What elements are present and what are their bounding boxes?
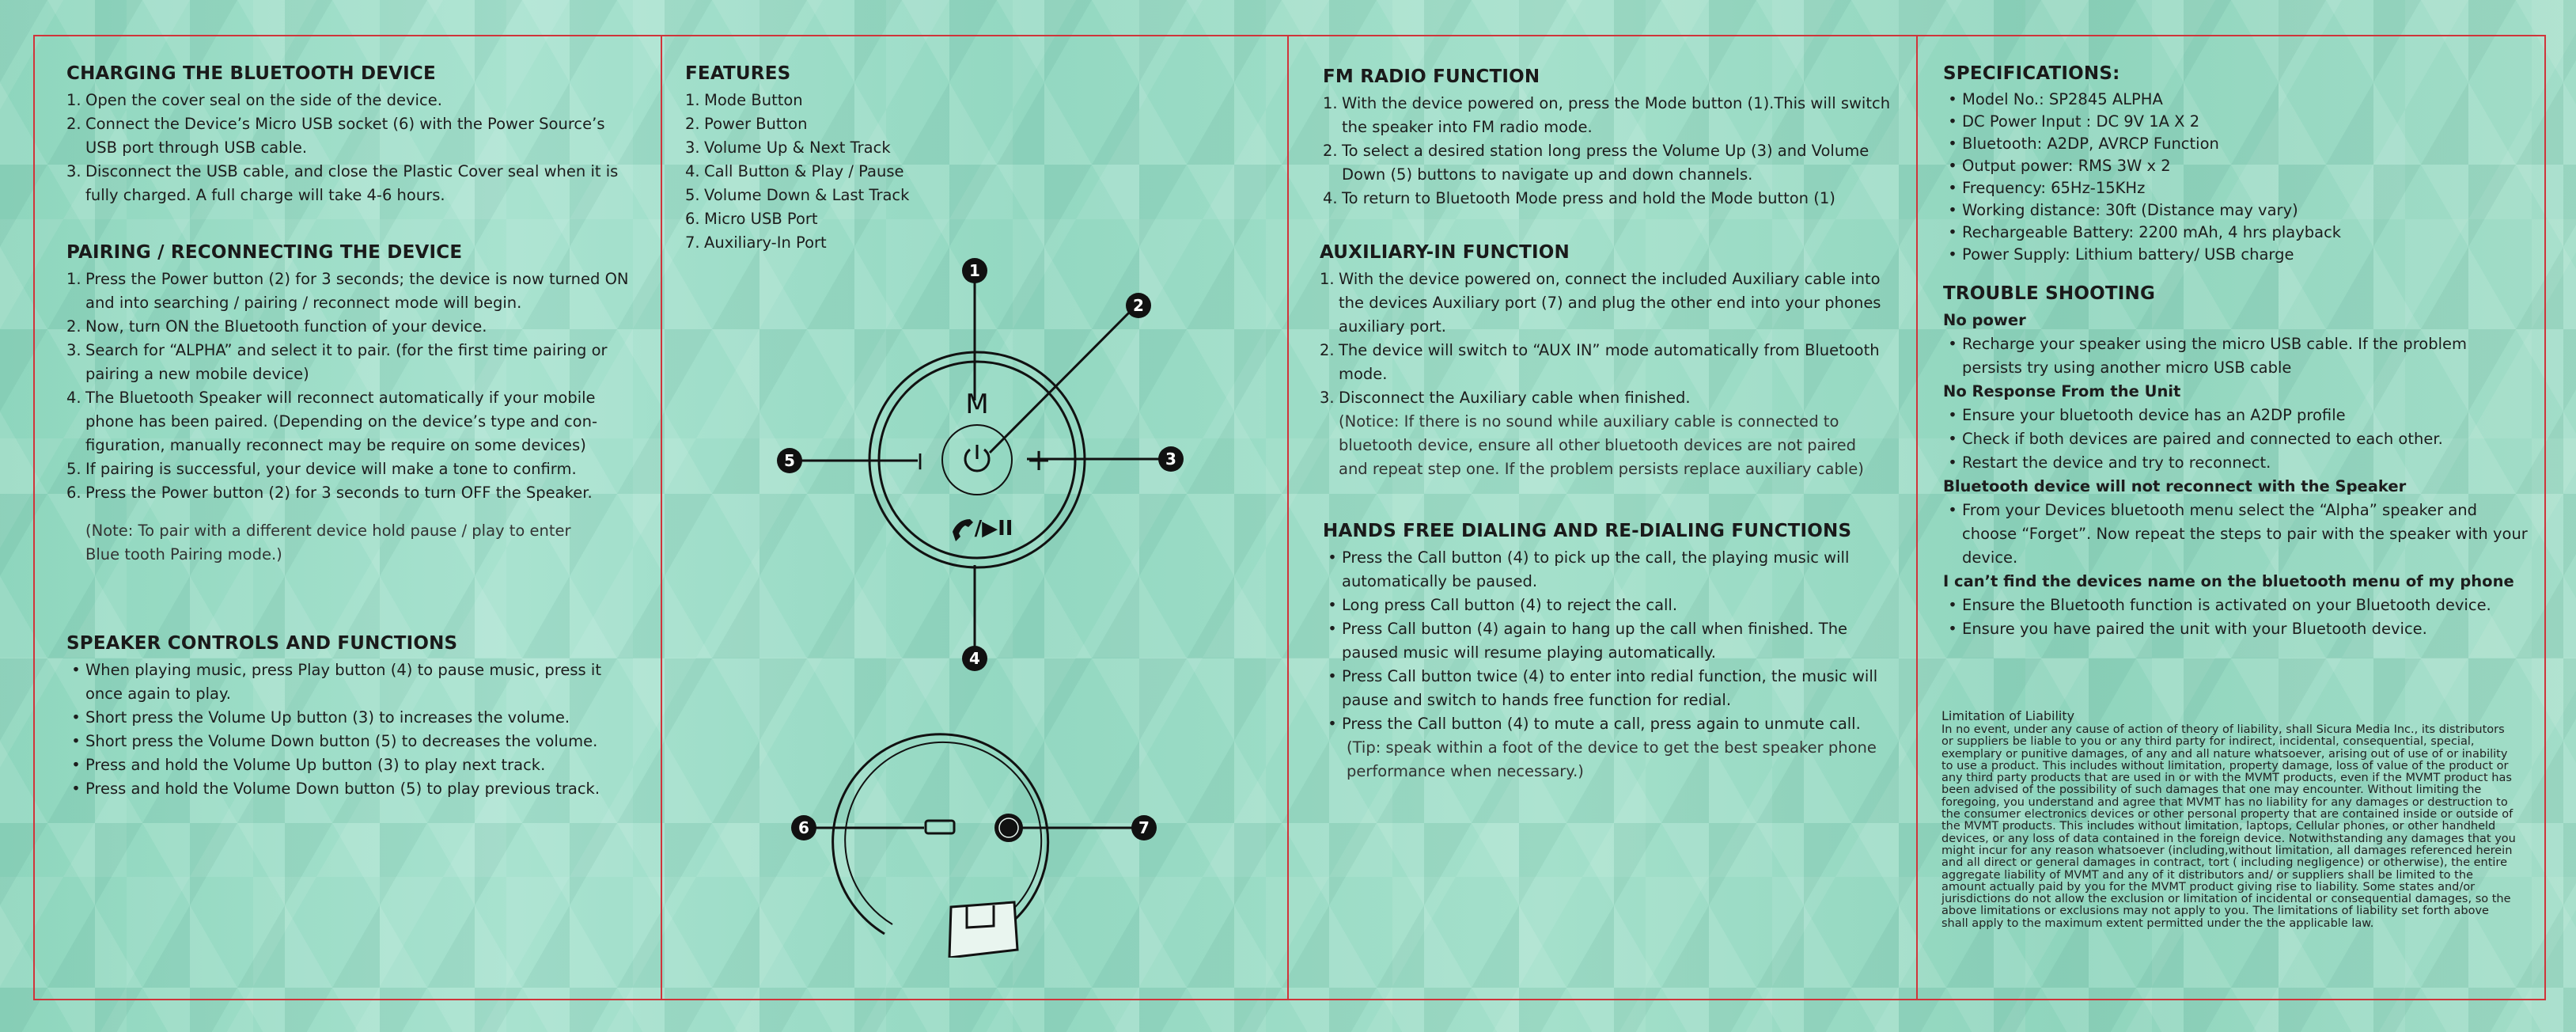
volume-down-label[interactable]: I bbox=[916, 449, 924, 475]
callout-3 bbox=[1158, 446, 1184, 472]
specs-section bbox=[1943, 63, 2529, 266]
handsfree-section bbox=[1323, 521, 1892, 783]
specs-list bbox=[1943, 89, 2529, 266]
list-item: • Press and hold the Volume Up button (3) to play next track. bbox=[71, 756, 546, 774]
list-item: • Ensure you have paired the unit with your Bluetooth device. bbox=[1948, 620, 2427, 638]
list-item: 2. Now, turn ON the Bluetooth function of your device. bbox=[66, 317, 487, 336]
list-item: 2. The device will switch to “AUX IN” mode automatically from Bluetooth mode. bbox=[1320, 341, 1880, 383]
list-item: • Bluetooth: A2DP, AVRCP Function bbox=[1948, 135, 2219, 153]
column-divider-3 bbox=[1916, 35, 1918, 1000]
phone-icon bbox=[953, 519, 973, 541]
list-item: 3. Disconnect the USB cable, and close the Plastic Cover seal when it is fully charged. A full charge will take 4-6 hours. bbox=[66, 162, 619, 204]
list-item: 7. Auxiliary-In Port bbox=[685, 233, 827, 252]
list-item: 1. With the device powered on, connect the included Auxiliary cable into the devices Auxiliary port (7) and plug the other end into your phones auxiliary port. bbox=[1320, 270, 1881, 336]
micro-usb-port-icon bbox=[926, 821, 954, 833]
aux-note: (Notice: If there is no sound while auxiliary cable is connected to bluetooth device, ensure all other bluetooth devices are not paired and repeat step one. If the problem persists replace auxiliary cable) bbox=[1339, 412, 1864, 478]
svg-text:6: 6 bbox=[798, 818, 809, 837]
aux-title: AUXILIARY-IN FUNCTION bbox=[1320, 242, 1570, 263]
pairing-note: (Note: To pair with a different device hold pause / play to enter Blue tooth Pairing mode.) bbox=[85, 522, 571, 563]
list-item: • Long press Call button (4) to reject the call. bbox=[1328, 596, 1678, 614]
list-item: • Short press the Volume Down button (5) to decreases the volume. bbox=[71, 732, 598, 750]
list-item: 4. The Bluetooth Speaker will reconnect automatically if your mobile phone has been paired. (Depending on the device’s type and con-figuration, manually reconnect may be require on some devices) bbox=[66, 389, 597, 454]
list-item: 3. Volume Up & Next Track bbox=[685, 138, 891, 157]
speaker-bottom-diagram bbox=[783, 712, 1179, 958]
fm-section bbox=[1323, 66, 1892, 211]
list-item: 1. With the device powered on, press the Mode button (1).This will switch the speaker into FM radio mode. bbox=[1323, 94, 1891, 136]
list-item: 4. To return to Bluetooth Mode press and hold the Mode button (1) bbox=[1323, 189, 1835, 207]
list-item: 1. Open the cover seal on the side of the device. bbox=[66, 91, 442, 109]
handsfree-title: HANDS FREE DIALING AND RE-DIALING FUNCTIONS bbox=[1323, 521, 1852, 541]
trouble-heading: I can’t find the devices name on the bluetooth menu of my phone bbox=[1943, 572, 2514, 590]
pairing-section bbox=[66, 242, 636, 567]
aux-section bbox=[1320, 242, 1889, 481]
svg-text:4: 4 bbox=[969, 649, 980, 668]
controls-section bbox=[66, 633, 636, 801]
liability-section bbox=[1941, 708, 2517, 930]
list-item: • From your Devices bluetooth menu select the “Alpha” speaker and choose “Forget”. Now repeat the steps to pair with the speaker with your device. bbox=[1948, 501, 2528, 567]
list-item: 5. Volume Down & Last Track bbox=[685, 186, 910, 204]
features-title: FEATURES bbox=[685, 63, 791, 84]
pairing-title: PAIRING / RECONNECTING THE DEVICE bbox=[66, 242, 463, 263]
charging-title: CHARGING THE BLUETOOTH DEVICE bbox=[66, 63, 436, 84]
call-play-button[interactable] bbox=[953, 517, 1013, 541]
list-item: • Output power: RMS 3W x 2 bbox=[1948, 157, 2171, 175]
fm-title: FM RADIO FUNCTION bbox=[1323, 66, 1540, 87]
list-item: • Model No.: SP2845 ALPHA bbox=[1948, 90, 2163, 108]
trouble-title: TROUBLE SHOOTING bbox=[1943, 283, 2156, 304]
list-item: 2. To select a desired station long press the Volume Up (3) and Volume Down (5) buttons to navigate up and down channels. bbox=[1323, 142, 1869, 184]
list-item: • Rechargeable Battery: 2200 mAh, 4 hrs playback bbox=[1948, 223, 2342, 241]
list-item: • Restart the device and try to reconnect. bbox=[1948, 453, 2271, 472]
specs-title: SPECIFICATIONS: bbox=[1943, 63, 2120, 84]
pairing-list bbox=[66, 267, 636, 505]
list-item: • Frequency: 65Hz-15KHz bbox=[1948, 179, 2146, 197]
list-item: 1. Press the Power button (2) for 3 seconds; the device is now turned ON and into searching / pairing / reconnect mode will begin. bbox=[66, 270, 629, 312]
features-section bbox=[685, 63, 1081, 255]
controls-title: SPEAKER CONTROLS AND FUNCTIONS bbox=[66, 633, 458, 654]
svg-text:2: 2 bbox=[1133, 296, 1144, 315]
list-item: 3. Disconnect the Auxiliary cable when finished. bbox=[1320, 389, 1691, 407]
list-item: • Short press the Volume Up button (3) to increases the volume. bbox=[71, 708, 570, 727]
list-item: • Press and hold the Volume Down button (5) to play previous track. bbox=[71, 780, 600, 798]
callout-1 bbox=[962, 258, 987, 283]
list-item: • Working distance: 30ft (Distance may vary) bbox=[1948, 201, 2298, 219]
handsfree-tip: (Tip: speak within a foot of the device to get the best speaker phone performance when necessary.) bbox=[1347, 738, 1877, 780]
list-item: • Power Supply: Lithium battery/ USB charge bbox=[1948, 245, 2294, 264]
svg-text:1: 1 bbox=[969, 261, 980, 280]
fm-list bbox=[1323, 92, 1892, 211]
column-divider-2 bbox=[1287, 35, 1289, 1000]
list-item: • Press the Call button (4) to mute a call, press again to unmute call. bbox=[1328, 715, 1861, 733]
list-item: • Press Call button (4) again to hang up the call when finished. The paused music will resume playing automatically. bbox=[1328, 620, 1848, 662]
list-item: • Ensure your bluetooth device has an A2DP profile bbox=[1948, 406, 2346, 424]
charging-section bbox=[66, 63, 636, 207]
handsfree-list bbox=[1323, 546, 1892, 736]
speaker-top-diagram bbox=[760, 245, 1203, 689]
features-list bbox=[685, 89, 1081, 255]
list-item: 2. Connect the Device’s Micro USB socket (6) with the Power Source’s USB port through USB cable. bbox=[66, 115, 605, 157]
list-item: 3. Search for “ALPHA” and select it to pair. (for the first time pairing or pairing a new mobile device) bbox=[66, 341, 608, 383]
volume-up-label[interactable]: + bbox=[1026, 442, 1051, 477]
controls-list bbox=[66, 658, 636, 801]
trouble-heading: Bluetooth device will not reconnect with the Speaker bbox=[1943, 477, 2407, 495]
svg-text:3: 3 bbox=[1165, 450, 1176, 469]
list-item: • When playing music, press Play button (4) to pause music, press it once again to play. bbox=[71, 661, 601, 703]
trouble-section bbox=[1943, 283, 2529, 641]
column-divider-1 bbox=[661, 35, 662, 1000]
trouble-heading: No power bbox=[1943, 311, 2026, 329]
list-item: 6. Micro USB Port bbox=[685, 210, 818, 228]
callout-5 bbox=[777, 448, 802, 473]
list-item: 2. Power Button bbox=[685, 115, 808, 133]
list-item: 6. Press the Power button (2) for 3 seconds to turn OFF the Speaker. bbox=[66, 484, 593, 502]
callout-line-2 bbox=[990, 305, 1136, 453]
callout-2 bbox=[1126, 293, 1151, 318]
callout-6 bbox=[791, 815, 816, 840]
list-item: • Press the Call button (4) to pick up the call, the playing music will automatically be paused. bbox=[1328, 548, 1850, 590]
list-item: 5. If pairing is successful, your device will make a tone to confirm. bbox=[66, 460, 577, 478]
speaker-clip-icon bbox=[949, 902, 1017, 958]
callout-4 bbox=[962, 646, 987, 671]
charging-list bbox=[66, 89, 636, 207]
list-item: 4. Call Button & Play / Pause bbox=[685, 162, 904, 180]
mode-button-label[interactable]: M bbox=[965, 389, 989, 420]
callout-7 bbox=[1131, 815, 1157, 840]
svg-text:7: 7 bbox=[1138, 818, 1150, 837]
list-item: 1. Mode Button bbox=[685, 91, 803, 109]
liability-text: In no event, under any cause of action of theory of liability, shall Sicura Media Inc., its distributors or suppliers be liable to you or any third party for indirect, incidental, consequential, special, exemplary or punitive damages, of any and all nature whatsoever, arising out of use of or inability to use a product. This includes without limitation, property damage, loss of value of the product or any third party products that are used in or with the MVMT products, even if the MVMT product has been advised of the possibility of such damages that one may encounter. Without limiting the foregoing, you understand and agree that MVMT has no liability for any damages or destruction to the consumer electronics devices or other personal property that are contained inside or outside of the MVMT products. This includes without limitation, laptops, Cellular phones, or other handheld devices, or any loss of data contained in the foreign device. Notwithstanding any damages that you might incur for any reason whatsoever (including,without limitation, all damages referenced herein and all direct or general damages in contract, tort ( including negligence) or otherwise), the entire aggregate liability of MVMT and any of it distributors and/ or suppliers shall be limited to the amount actually paid by you for the MVMT product giving rise to liability. Some states and/or jurisdictions do not allow the exclusion or limitation of incidental or consequential damages, so the above limitations or exclusions may not apply to you. The limitations of liability set forth above shall apply to the maximum extent permitted under the the applicable law. bbox=[1941, 723, 2516, 930]
list-item: • Press Call button twice (4) to enter into redial function, the music will pause and switch to hands free function for redial. bbox=[1328, 667, 1878, 709]
list-item: • Ensure the Bluetooth function is activated on your Bluetooth device. bbox=[1948, 596, 2491, 614]
list-item: • Recharge your speaker using the micro USB cable. If the problem persists try using another micro USB cable bbox=[1948, 335, 2467, 377]
trouble-heading: No Response From the Unit bbox=[1943, 382, 2181, 400]
list-item: • DC Power Input : DC 9V 1A X 2 bbox=[1948, 112, 2200, 131]
power-ring bbox=[942, 425, 1012, 495]
liability-title: Limitation of Liability bbox=[1941, 708, 2075, 723]
play-pause-icon: /▶II bbox=[974, 517, 1013, 541]
list-item: • Check if both devices are paired and connected to each other. bbox=[1948, 430, 2443, 448]
svg-text:5: 5 bbox=[784, 451, 795, 470]
aux-list bbox=[1320, 267, 1889, 410]
